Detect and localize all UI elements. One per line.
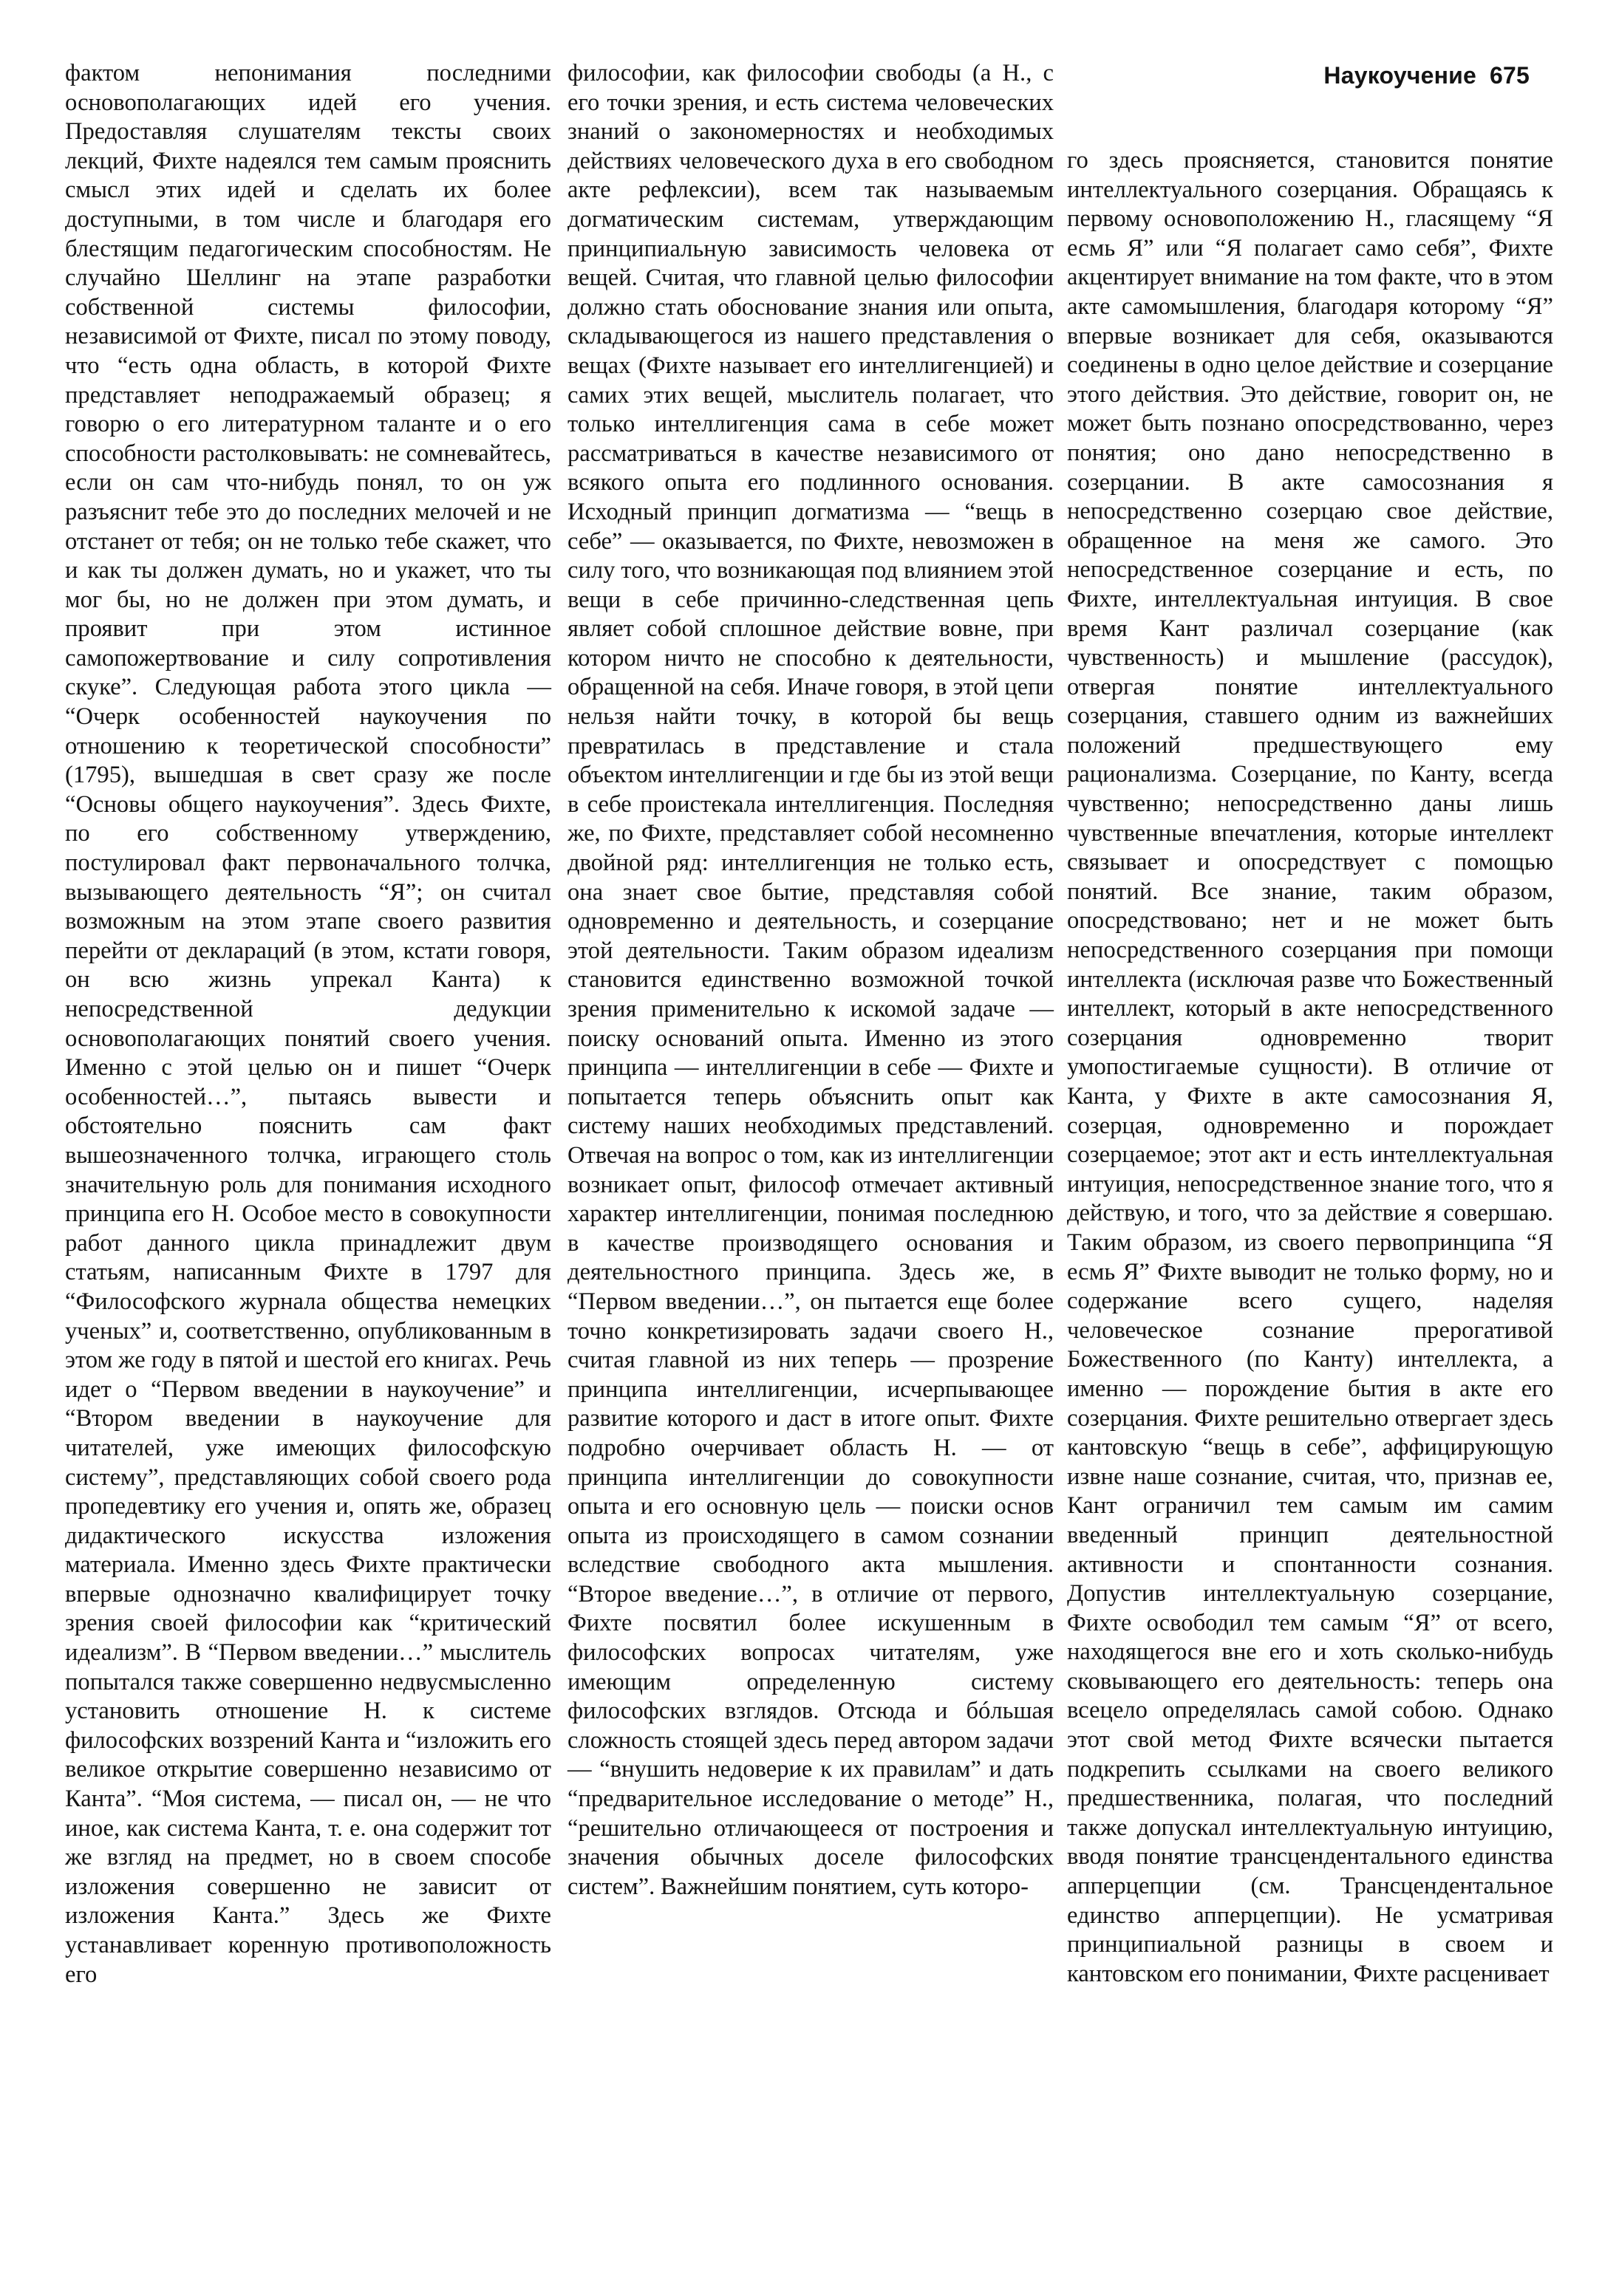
column-2-text: философии, как философии свободы (а Н., с его точки зрения, и есть система человеческих знаний о закономерностях и необходимых действиях человеческого духа в его свободном акте рефлексии), всем так называемым догматическим системам, утверждающим принципиальную зависимость человека от вещей. Считая, что главной целью философии должно стать обоснование знания или опыта, складывающегося из нашего представления о вещах (Фихте называет его интеллигенцией) и самих этих вещей, мыслитель полагает, что только интеллигенция сама в себе может рассматриваться в качестве независимого от всякого опыта его подлинного основания. Исходный принцип догматизма — “вещь в себе” — оказывается, по Фихте, невозможен в силу того, что возникающая под влиянием этой вещи в себе причинно-следственная цепь являет собой сплошное действие вовне, при котором ничто не способно к деятельности, обращенной на себя. Иначе говоря, в этой цепи нельзя найти точку, в которой бы вещь превратилась в представление и стала объектом интеллигенции и где бы из этой вещи в себе проистекала интеллигенция. Последняя же, по Фихте, представляет собой несомненно двойной ряд: интеллигенция не только есть, она знает свое бытие, представляя собой одновременно и деятельность, и созерцание этой деятельности. Таким образом идеализм становится единственно возможной точкой зрения применительно к искомой задаче — поиску оснований опыта. Именно из этого принципа — интеллигенции в себе — Фихте и попытается теперь объяснить опыт как систему наших необходимых представлений. Отвечая на вопрос о том, как из интеллигенции возникает опыт, философ отмечает активный характер интеллигенции, понимая последнюю в качестве производящего основания и деятельностного принципа. Здесь же, в “Первом введении…”, он пытается еще более точно конкретизировать задачи своего Н., считая главной из них теперь — прозрение принципа интеллигенции, исчерпывающее развитие которого и даст в итоге опыт. Фихте подробно очерчивает область Н. — от принципа интеллигенции до совокупности опыта и его основную цель — поиски основ опыта из происходящего в самом сознании вследствие свободного акта мышления. “Второе введение…”, в отличие от первого, Фихте посвятил более искушенным в философских вопросах читателям, уже имеющим определенную систему философских взглядов. Отсюда и бóльшая сложность стоящей здесь перед автором задачи — “внушить недоверие к их правилам” и дать “предварительное исследование о методе” Н., “решительно отличающееся от построения и значения обычных доселе философских систем”. Важнейшим понятием, суть которо- — [567, 60, 1054, 1900]
column-1-text: фактом непонимания последними основополагающих идей его учения. Предоставляя слушателям тексты своих лекций, Фихте надеялся тем самым прояснить смысл этих идей и сделать их более доступными, в том числе и благодаря его блестящим педагогическим способностям. Не случайно Шеллинг на этапе разработки собственной системы философии, независимой от Фихте, писал по этому поводу, что “есть одна область, в которой Фихте представляет неподражаемый образец; я говорю о его литературном таланте и о его способности растолковывать: не сомневайтесь, если он сам что-нибудь понял, то он уж разъяснит тебе это до последних мелочей и не отстанет от тебя; он не только тебе скажет, что и как ты должен думать, но и укажет, что ты мог бы, но не должен при этом думать, и проявит при этом истинное самопожертвование и силу сопротивления скуке”. Следующая работа этого цикла — “Очерк особенностей наукоучения по отношению к теоретической способности” (1795), вышедшая в свет сразу же после “Основы общего наукоучения”. Здесь Фихте, по его собственному утверждению, постулировал факт первоначального толчка, вызывающего деятельность “Я”; он считал возможным на этом этапе своего развития перейти от деклараций (в этом, кстати говоря, он всю жизнь упрекал Канта) к непосредственной дедукции основополагающих понятий своего учения. Именно с этой целью он и пишет “Очерк особенностей…”, пытаясь вывести и обстоятельно пояснить сам факт вышеозначенного толчка, играющего столь значительную роль для понимания исходного принципа его Н. Особое место в совокупности работ данного цикла принадлежит двум статьям, написанным Фихте в 1797 для “Философского журнала общества немецких ученых” и, соответственно, опубликованным в этом же году в пятой и шестой его книгах. Речь идет о “Первом введении в наукоучение” и “Втором введении в наукоучение для читателей, уже имеющих философскую систему”, представляющих собой своего рода пропедевтику его учения и, опять же, образец дидактического искусства изложения материала. Именно здесь Фихте практически впервые однозначно квалифицирует точку зрения своей философии как “критический идеализм”. В “Первом введении…” мыслитель попытался также совершенно недвусмысленно установить отношение Н. к системе философских воззрений Канта и “изложить его великое открытие совершенно независимо от Канта”. “Моя система, — писал он, — не что иное, как система Канта, т. е. она содержит тот же взгляд на предмет, но в своем способе изложения совершенно не зависит от изложения Канта.” Здесь же Фихте устанавливает коренную противоположность его — [65, 60, 551, 1988]
text-column-3 — [1067, 146, 1553, 1989]
running-head-title: Наукоучение — [1323, 62, 1476, 89]
page-number: 675 — [1490, 62, 1530, 89]
text-column-2 — [567, 59, 1054, 1902]
text-column-1 — [65, 59, 551, 1989]
column-3-text: го здесь проясняется, становится понятие интеллектуального созерцания. Обращаясь к первому основоположению Н., гласящему “Я есмь Я” или “Я полагает само себя”, Фихте акцентирует внимание на том факте, что в этом акте самомышления, благодаря которому “Я” впервые возникает для себя, оказываются соединены в одно целое действие и созерцание этого действия. Это действие, говорит он, не может быть познано опосредствованно, через понятия; оно дано непосредственно в созерцании. В акте самосознания я непосредственно созерцаю свое действие, обращенное на меня же самого. Это непосредственное созерцание и есть, по Фихте, интеллектуальная интуиция. В свое время Кант различал созерцание (как чувственность) и мышление (рассудок), отвергая понятие интеллектуального созерцания, ставшего одним из важнейших положений предшествующего ему рационализма. Созерцание, по Канту, всегда чувственно; непосредственно даны лишь чувственные впечатления, которые интеллект связывает и опосредствует с помощью понятий. Все знание, таким образом, опосредствовано; нет и не может быть непосредственного созерцания при помощи интеллекта (исключая разве что Божественный интеллект, который в акте непосредственного созерцания одновременно творит умопостигаемые сущности). В отличие от Канта, у Фихте в акте самосознания Я, созерцая, одновременно и порождает созерцаемое; этот акт и есть интеллектуальная интуиция, непосредственное знание того, что я действую, и того, что за действие я совершаю. Таким образом, из своего первопринципа “Я есмь Я” Фихте выводит не только форму, но и содержание всего сущего, наделяя человеческое сознание прерогативой Божественного (по Канту) интеллекта, а именно — порождение бытия в акте его созерцания. Фихте решительно отвергает здесь кантовскую “вещь в себе”, аффицирующую извне наше сознание, считая, что, признав ее, Кант ограничил тем самым им самим введенный принцип деятельностной активности и спонтанности сознания. Допустив интеллектуальную созерцание, Фихте освободил тем самым “Я” от всего, находящегося вне его и хоть сколько-нибудь сковывающего его деятельность: теперь она всецело определялась самой собою. Однако этот свой метод Фихте всячески пытается подкрепить ссылками на своего великого предшественника, полагая, что последний также допускал интеллектуальную интуицию, вводя понятие трансцендентального единства апперцепции (см. Трансцендентальное единство апперцепции). Не усматривая принципиальной разницы в своем и кантовском его понимании, Фихте расценивает — [1067, 147, 1553, 1987]
page-header — [1323, 62, 1530, 89]
